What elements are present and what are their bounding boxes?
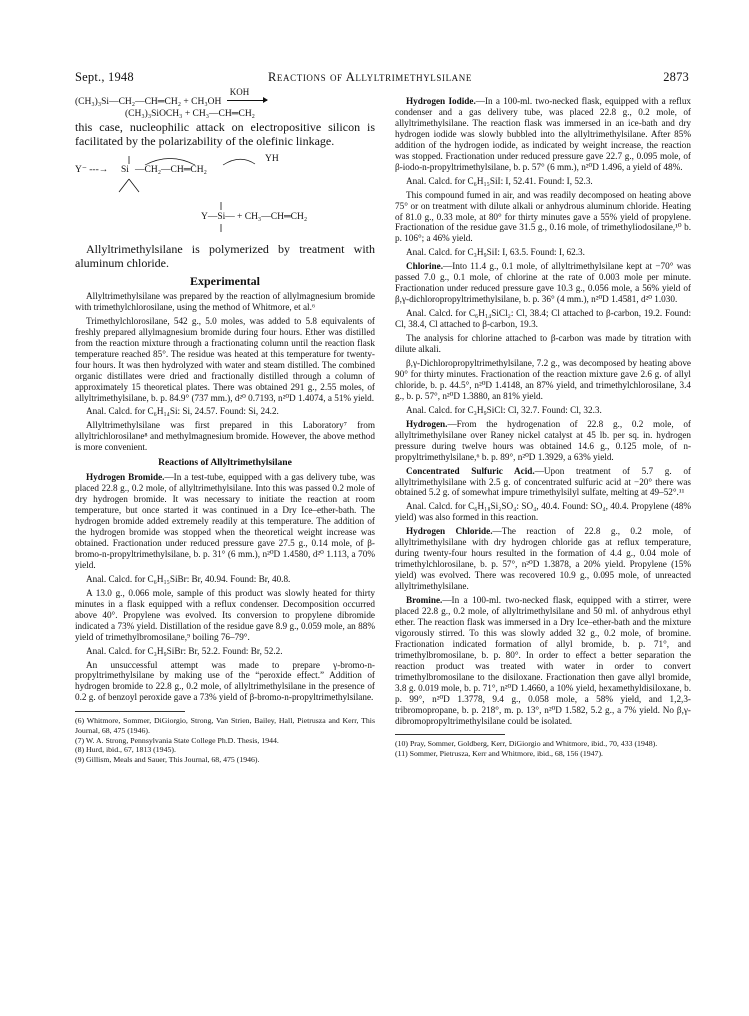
arrow-icon	[227, 100, 267, 101]
chlorine-text: —Into 11.4 g., 0.1 mole, of allyltrimethylsilane kept at −70° was passed 7.0 g., 0.1 mole, of chlorine at the rate of 0.003 mole per minute. Fractionation under reduced pressure gave 10.3 g., 0.056 mole, a 56% yield of β,γ-dichloropropyltrimethylsilane, b. p. 36° (4 mm.), n²⁰D 1.4581, d²⁰ 1.030.	[395, 261, 691, 305]
hydrogen-paragraph	[395, 419, 691, 463]
left-column	[75, 87, 375, 764]
right-column	[395, 96, 691, 759]
sulfuric-text: —Upon treatment of 5.7 g. of allyltrimethylsilane with 2.5 g. of concentrated sulfuric acid at −20° there was obtained 5.2 g. of somewhat impure trimethylsilyl sulfate, melting at 49–52°.¹¹	[395, 465, 691, 498]
hi-lead: Hydrogen Iodide.	[406, 96, 476, 106]
reactions-heading: Reactions of Allyltrimethylsilane	[158, 457, 292, 469]
exp-paragraph-1: Allyltrimethylsilane was prepared by the reaction of allylmagnesium bromide with trimethylchlorosilane, using the method of Whitmore, et al.⁶	[75, 290, 375, 312]
yh-label: YH	[265, 154, 279, 164]
reaction-arrow	[224, 87, 270, 108]
hbr-analysis-2: Anal. Calcd. for C₃H₉SiBr: Br, 52.2. Found: Br, 52.2.	[86, 645, 283, 656]
footnote-rule-right	[395, 734, 505, 735]
hi-paragraph-2: This compound fumed in air, and was readily decomposed on heating above 75° or on treatment with dilute alkali or anhydrous aluminum chloride. Heating of 81.0 g., 0.33 mole, at 80° for thirty minutes gave a 55% yield of propylene. Fractionation of the residue gave 31.5 g., 0.16 mole, of trimethyliodosilane,¹⁰ b. p. 106°; a 46% yield.	[395, 189, 691, 244]
running-date: Sept., 1948	[75, 70, 134, 84]
footnote-rule	[75, 711, 185, 712]
left-footnotes	[75, 716, 375, 764]
hydrogen-text: —From the hydrogenation of 22.8 g., 0.2 mole, of allyltrimethylsilane over Raney nickel catalyst at 45 lb. per sq. in. hydrogen pressure during twelve hours was obtained 14.6 g., 0.125 mole, of n-propyltrimethylsilane,⁶ b. p. 89°, n²⁰D 1.3929, a 63% yield.	[395, 418, 691, 462]
hbr-paragraph-3: An unsuccessful attempt was made to prepare γ-bromo-n-propyltrimethylsilane by making use of the “peroxide effect.” Addition of hydrogen bromide to 22.8 g., 0.2 mole, of allyltrimethylsilane in the presence of 0.2 g. of benzoyl peroxide gave a 73% yield of β-bromo-n-propyltrimethylsilane.	[75, 659, 375, 703]
hbr-paragraph-2: A 13.0 g., 0.066 mole, sample of this product was slowly heated for thirty minutes in a flask equipped with a reflux condenser. Decomposition occurred above 40°. Propylene was evolved. Its conversion to propylene dibromide indicated a 73% yield. Distillation of the residue gave 8.9 g., 0.059 mole, an 88% yield of trimethylbromosilane,⁹ boiling 76–79°.	[75, 587, 375, 642]
sulfuric-analysis: Anal. Calcd. for C₆H₁₈Si₂SO₄: SO₄, 40.4. Found: SO₄, 40.4. Propylene (48% yield) was also formed in this reaction.	[395, 501, 691, 523]
hi-analysis: Anal. Calcd. for C₆H₁₅SiI: I, 52.41. Found: I, 52.3.	[406, 175, 593, 186]
methanolysis-scheme	[75, 87, 375, 120]
nucleophile-label: Y⁻ ---→	[75, 165, 109, 175]
scheme-products: (CH₃)₃SiOCH₃ + CH₃—CH═CH₂	[125, 109, 255, 119]
scheme-reactants: (CH₃)₃Si—CH₂—CH═CH₂ + CH₃OH	[75, 97, 222, 107]
silicon-label: Si	[121, 165, 129, 175]
chlorine-paragraph-2: The analysis for chlorine attached to β-carbon was made by titration with dilute alkali.	[395, 333, 691, 355]
chlorine-analysis: Anal. Calcd. for C₆H₁₄SiCl₂: Cl, 38.4; Cl attached to β-carbon, 19.2. Found: Cl, 38.4, Cl attached to β-carbon, 19.3.	[395, 308, 691, 330]
bromine-text: —In a 100-ml. two-necked flask, equipped with a stirrer, were placed 22.8 g., 0.2 mole, of allyltrimethylsilane and 50 ml. of anhydrous ethyl ether. The reaction flask was immersed in a Dry Ice–ether-bath and the mixture vigorously stirred. To this was slowly added 32 g., 0.2 mole, of bromine. Fractionation indicated formation of allyl bromide, b. p. 71°, and trimethylbromosilane, b. p. 80°. In order to effect a better separation the reaction product was treated with water in order to convert trimethylbromosilane to the disiloxane. Fractionation then gave allyl bromide, 3.8 g. 0.019 mole, b. p. 71°, n²⁰D 1.4660, a 10% yield, hexamethyldisiloxane, b. p. 99°, n²⁰D 1.3778, 9.4 g., 0.058 mole, a 58% yield, and 1,2,3-tribromopropane, b. p. 218°, m. p. 13°, n²⁰D 1.582, 5.2 g., a 7% yield. No β,γ-dibromopropyltrimethylsilane could be isolated.	[395, 595, 691, 726]
right-footnotes	[395, 739, 691, 758]
experimental-heading: Experimental	[190, 274, 260, 288]
hbr-analysis: Anal. Calcd. for C₆H₁₅SiBr: Br, 40.94. Found: Br, 40.8.	[86, 573, 291, 584]
allyl-chain-label: —CH₂—CH═CH₂	[135, 165, 207, 175]
hydrogen-lead: Hydrogen.	[406, 418, 448, 429]
hcl-lead: Hydrogen Chloride.	[406, 526, 493, 537]
propylene-product-label: + CH₃—CH═CH₂	[237, 212, 308, 222]
chlorine-paragraph	[395, 261, 691, 305]
hbr-lead: Hydrogen Bromide.	[86, 472, 165, 483]
footnote-8: (8) Hurd, ibid., 67, 1813 (1945).	[75, 745, 176, 755]
bromine-paragraph	[395, 595, 691, 726]
running-title: Reactions of Allyltrimethylsilane	[268, 70, 472, 84]
hbr-paragraph	[75, 472, 375, 571]
chlorine-analysis-2: Anal. Calcd. for C₃H₉SiCl: Cl, 32.7. Found: Cl, 32.3.	[406, 404, 602, 415]
hi-analysis-2: Anal. Calcd. for C₃H₉SiI: I, 63.5. Found: I, 62.3.	[406, 247, 585, 258]
mechanism-scheme	[75, 152, 375, 236]
footnote-11: (11) Sommer, Pietrusza, Kerr and Whitmore, ibid., 68, 156 (1947).	[395, 749, 603, 759]
footnote-9: (9) Gillism, Meals and Sauer, This Journal, 68, 475 (1946).	[75, 754, 260, 764]
exp-paragraph-2: Trimethylchlorosilane, 542 g., 5.0 moles, was added to 5.8 equivalents of freshly prepared allylmagnesium bromide during four hours. Ether was distilled from the reaction mixture through a fractionating column until the reaction flask temperature reached 85°. The residue was heated at this temperature for twenty-four hours. It was then hydrolyzed with water and steam distilled. The combined organic distillates were dried and fractionally distilled through a column of approximately 15 theoretical plates. There was obtained 291 g., 2.55 moles, of allyltrimethylsilane, b. p. 84.9° (737 mm.), d²⁰ 0.7193, n²⁰D 1.4074, a 51% yield.	[75, 315, 375, 403]
hi-text: —In a 100-ml. two-necked flask, equipped with a reflux condenser and a gas delivery tube, was placed 22.8 g., 0.2 mole, of allyltrimethylsilane. The reaction flask was immersed in an ice-bath and dry hydrogen iodide was slowly bubbled into the allyltrimethylsilane. After 85% addition of the hydrogen iodide, as indicated by weight increase, the reaction was stopped. Fractionation under reduced pressure gave 22.7 g., 0.095 mole, of β-iodo-n-propyltrimethylsilane, b. p. 57° (6 mm.), n²⁰D 1.496, a yield of 48%.	[395, 96, 692, 172]
footnote-10: (10) Pray, Sommer, Goldberg, Kerr, DiGiorgio and Whitmore, ibid., 70, 433 (1948).	[395, 739, 658, 749]
mechanism-bonds	[75, 152, 375, 236]
exp-analysis: Anal. Calcd. for C₆H₁₄Si: Si, 24.57. Found: Si, 24.2.	[86, 406, 279, 417]
exp-paragraph-3: Allyltrimethylsilane was first prepared in this Laboratory⁷ from allyltrichlorosilane⁸ and methylmagnesium bromide. However, the above method is more convenient.	[75, 420, 375, 453]
scheme-reactants-line	[75, 87, 375, 108]
footnote-6: (6) Whitmore, Sommer, DiGiorgio, Strong, Van Strien, Bailey, Hall, Pietrusza and Kerr, This Journal, 68, 475 (1946).	[75, 716, 375, 735]
hcl-paragraph	[395, 526, 691, 592]
intro-continuation: this case, nucleophilic attack on electropositive silicon is facilitated by the polarizability of the olefinic linkage.	[75, 120, 375, 148]
hi-paragraph	[395, 96, 691, 173]
chlorine-lead: Chlorine.	[406, 261, 444, 272]
sulfuric-lead: Concentrated Sulfuric Acid.	[406, 465, 535, 476]
page-number: 2873	[663, 70, 689, 84]
polymerization-note: Allyltrimethylsilane is polymerized by treatment with aluminum chloride.	[75, 242, 375, 270]
bromine-lead: Bromine.	[406, 595, 443, 606]
hbr-text: —In a test-tube, equipped with a gas delivery tube, was placed 22.8 g., 0.2 mole, of allyltrimethylsilane. Into this was passed 0.2 mole of dry hydrogen bromide. It was necessary to initiate the reaction at room temperature, but once started it was continued in a Dry Ice–ether-bath. The hydrogen bromide added extremely readily at this temperature. The addition of the hydrogen bromide was stopped when the theoretical weight increase was obtained. Fractionation under reduced pressure gave 27.5 g., 0.14 mole, of β-bromo-n-propyltrimethylsilane, b. p. 31° (6 mm.), n²⁰D 1.4580, d²⁰ 1.113, a 70% yield.	[75, 472, 375, 570]
hcl-text: —The reaction of 22.8 g., 0.2 mole, of allyltrimethylsilane with dry hydrogen chloride gas at reflux temperature, during twenty-four hours resulted in the formation of 4.4 g., 0.04 mole of trimethylchlorosilane, b. p. 57°, n²⁰D 1.3878, a 20% yield. Propylene (15% yield) was evolved. There was recovered 10.9 g., 0.095 mole, of unreacted allyltrimethylsilane.	[395, 526, 691, 592]
chlorine-paragraph-3: β,γ-Dichloropropyltrimethylsilane, 7.2 g., was decomposed by heating above 90° for thirty minutes. Fractionation of the reaction mixture gave 2.6 g. of allyl chloride, b. p. 44.5°, n²⁰D 1.4148, an 87% yield, and trimethylchlorosilane, 3.4 g., b. p. 57°, n²⁰D 1.3880, an 81% yield.	[395, 357, 691, 401]
footnote-7: (7) W. A. Strong, Pennsylvania State College Ph.D. Thesis, 1944.	[75, 735, 279, 745]
catalyst-label: KOH	[229, 87, 250, 97]
sulfuric-paragraph	[395, 466, 691, 499]
silyl-product-label: Y—Si—	[201, 212, 235, 222]
